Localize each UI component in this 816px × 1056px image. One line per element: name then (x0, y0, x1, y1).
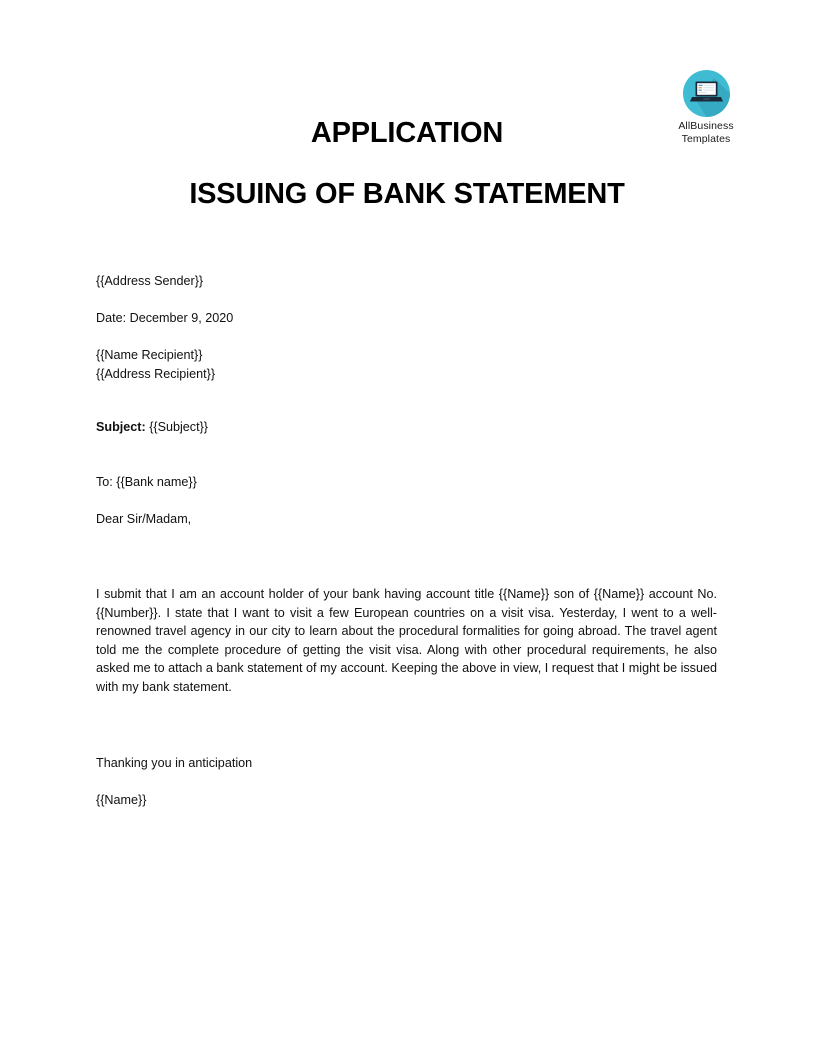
signature-name-field: {{Name}} (96, 792, 147, 807)
address-recipient-field: {{Address Recipient}} (96, 366, 216, 381)
page-title: APPLICATION (310, 117, 504, 149)
recipient-block (96, 346, 717, 383)
subject-value: {{Subject}} (149, 420, 209, 434)
letter-body (96, 272, 717, 809)
body-paragraph: I submit that I am an account holder of your bank having account title {{Name}} son of {{Name}} account No. {{Number}}. I state that I want to visit a few European countries on a visit visa. Yesterday, I went to a well-renowned travel agency in our city to learn about the procedural formalities for going abroad. The travel agent told me the complete procedure of getting the visit visa. Along with other procedural requirements, he also asked me to attach a bank statement of my account. Keeping the above in view, I request that I might be issued with my bank statement. (96, 587, 717, 694)
date-line: Date: December 9, 2020 (96, 311, 234, 325)
to-line: To: {{Bank name}} (96, 474, 197, 489)
name-recipient-field: {{Name Recipient}} (96, 348, 203, 362)
closing-line: Thanking you in anticipation (96, 755, 253, 770)
page-subtitle: ISSUING OF BANK STATEMENT (189, 178, 625, 210)
address-sender-field: {{Address Sender}} (96, 274, 204, 288)
laptop-icon (683, 70, 730, 117)
logo-brand-line-2: Templates (681, 132, 731, 145)
subject-line (96, 418, 717, 437)
salutation-line: Dear Sir/Madam, (96, 511, 192, 526)
logo-brand-line-1: AllBusiness (678, 120, 734, 132)
subject-label: Subject: (96, 420, 146, 434)
